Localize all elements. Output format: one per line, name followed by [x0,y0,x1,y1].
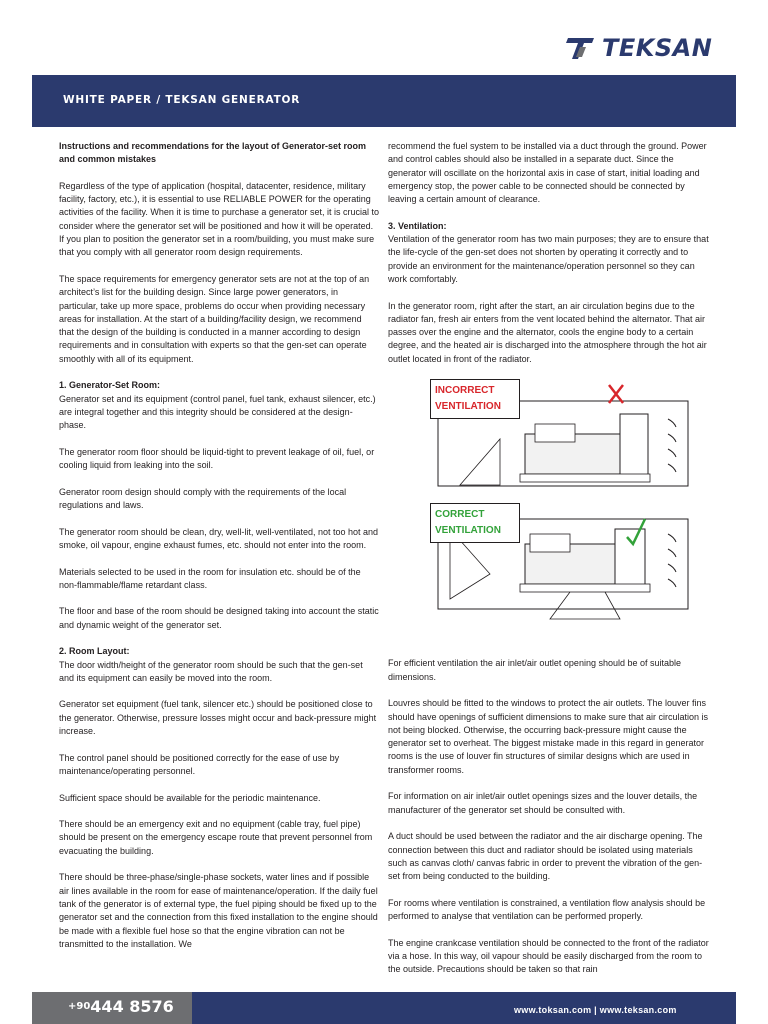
paragraph: The space requirements for emergency generator sets are not at the top of an architect’s list for the building design. Since large power generators, in particular, take up more space, problems do occur when providing necessary areas for installation. At the start of a building/facility design, we recommend that the design of the building is conducted in a manner according to design requirements and in consultation with experts so that the gen-set can operate smoothly with all of its equipment. [59,273,370,364]
paragraph: Regardless of the type of application (hospital, datacenter, residence, military facility, factory, etc.), it is essential to use RELIABLE POWER for the operating activities of the facility. When it is time to purchase a generator set, it is crucial to consider where the generator set will be positioned and how it will be operated. If you plan to position the generator set in a room/building, you must make sure that you comply with all generator room design requirements. [59,180,379,258]
paragraph: There should be an emergency exit and no equipment (cable tray, fuel pipe) should be present on the emergency escape route that prevent personnel from evacuating the building. [59,819,373,856]
website-links[interactable]: www.toksan.com | www.teksan.com [514,1005,677,1015]
section-heading: 1. Generator-Set Room: [59,380,161,391]
paragraph: Louvres should be fitted to the windows to protect the air outlets. The louver fins should have openings of sufficient dimensions to make sure that air circulation is not being blocked. Otherwise, the occurring back-pressure might cause the generator set to overheat. The biggest mistake made in this regard in generator rooms is the use of louver fin structures of similar designs which are used in transformer rooms. [388,698,709,775]
correct-ventilation-label: CORRECT VENTILATION [430,503,520,543]
paragraph: Sufficient space should be available for the periodic maintenance. [59,792,321,803]
paragraph: recommend the fuel system to be installed via a duct through the ground. Power and control cables should also be installed in a separate duct. Since the generator will oscillate on the horizontal axis in case of start, initial loading and emergency stop, the power cable to be connected should be connected by leaving a certain amount of clearance. [388,141,707,205]
teksan-logo-mark-icon [566,35,596,61]
incorrect-x-icon [609,385,623,403]
teksan-logo[interactable] [566,34,712,62]
incorrect-ventilation-label: INCORRECT VENTILATION [430,379,520,419]
paragraph: For efficient ventilation the air inlet/air outlet opening should be of suitable dimensions. [388,658,682,682]
paragraph: The engine crankcase ventilation should be connected to the front of the radiator via a hose. In this way, oil vapour should be easily discharged from the room to the outside. Precautions should be taken so that rain [388,937,709,975]
ventilation-figure [430,379,712,644]
paragraph: Generator set equipment (fuel tank, silencer etc.) should be positioned close to the generator. Otherwise, pressure losses might occur and back-pressure might increase. [59,699,377,737]
paragraph: The floor and base of the room should be designed taking into account the static and dynamic weight of the generator set. [59,606,379,630]
phone-number[interactable] [68,997,174,1016]
section-heading: Instructions and recommendations for the layout of Generator-set room and common mistakes [59,141,367,165]
paragraph: Generator room design should comply with the requirements of the local regulations and laws. [59,486,347,511]
section-heading: 3. Ventilation: [388,220,447,231]
paragraph: For rooms where ventilation is constrained, a ventilation flow analysis should be performed to analyse that ventilation can be performed properly. [388,897,706,921]
section-heading: 2. Room Layout: [59,646,130,657]
paragraph: The generator room should be clean, dry, well-lit, well-ventilated, not too hot and smoke, oil vapour, engine exhaust fumes, etc. should not enter into the room. [59,526,379,550]
paragraph: Generator set and its equipment (control panel, fuel tank, exhaust silencer, etc.) are integral together and this integrity should be considered at the design-phase. [59,393,376,431]
paragraph: In the generator room, right after the start, an air circulation begins due to the radiator fan, fresh air enters from the vent located behind the alternator. That air passes over the engine and the alternator, cools the engine body to a certain degree, and the heated air is discharged into the atmosphere through the hot air outlet located in front of the radiator. [388,300,707,364]
paragraph: Materials selected to be used in the room for insulation etc. should be of the non-flammable/flame retardant class. [59,566,361,590]
paragraph: For information on air inlet/air outlet openings sizes and the louver details, the manufacturer of the generator set should be consulted with. [388,791,698,815]
right-column [388,140,710,990]
logo-text: TEKSAN [602,34,713,62]
paragraph: Ventilation of the generator room has two main purposes; they are to ensure that the life-cycle of the gen-set does not shorten by operating it correctly and to provide an environment for the maintenance/operation personnel so they can work comfortably. [388,234,709,284]
paragraph: A duct should be used between the radiator and the air discharge opening. The connection between this duct and radiator should be isolated using materials such as canvas cloth/ canvas fabric in order to prevent the vibration of the gen-set from being conducted to the building. [388,831,703,882]
left-column [59,140,379,964]
paragraph: There should be three-phase/single-phase sockets, water lines and if possible air lines available in the room for ease of maintenance/operation. If the daily fuel tank of the generator is of external type, the fuel piping should be fixed up to the generator set and the connection from this fixed installation to the engine should be made with a flexible fuel hose so that the engine vibration can not be transmitted to the installation. We [59,872,378,949]
paragraph: The door width/height of the generator room should be such that the gen-set and its equipment can easily be moved into the room. [59,659,363,683]
phone-digits: 444 8576 [90,997,174,1016]
paragraph: The control panel should be positioned correctly for the ease of use by maintenance/operating personnel. [59,752,340,776]
phone-prefix: +90 [68,1001,91,1012]
paragraph: The generator room floor should be liquid-tight to prevent leakage of oil, fuel, or cooling liquid from leaking into the soil. [59,446,375,471]
page-title: WHITE PAPER / TEKSAN GENERATOR [63,94,301,106]
